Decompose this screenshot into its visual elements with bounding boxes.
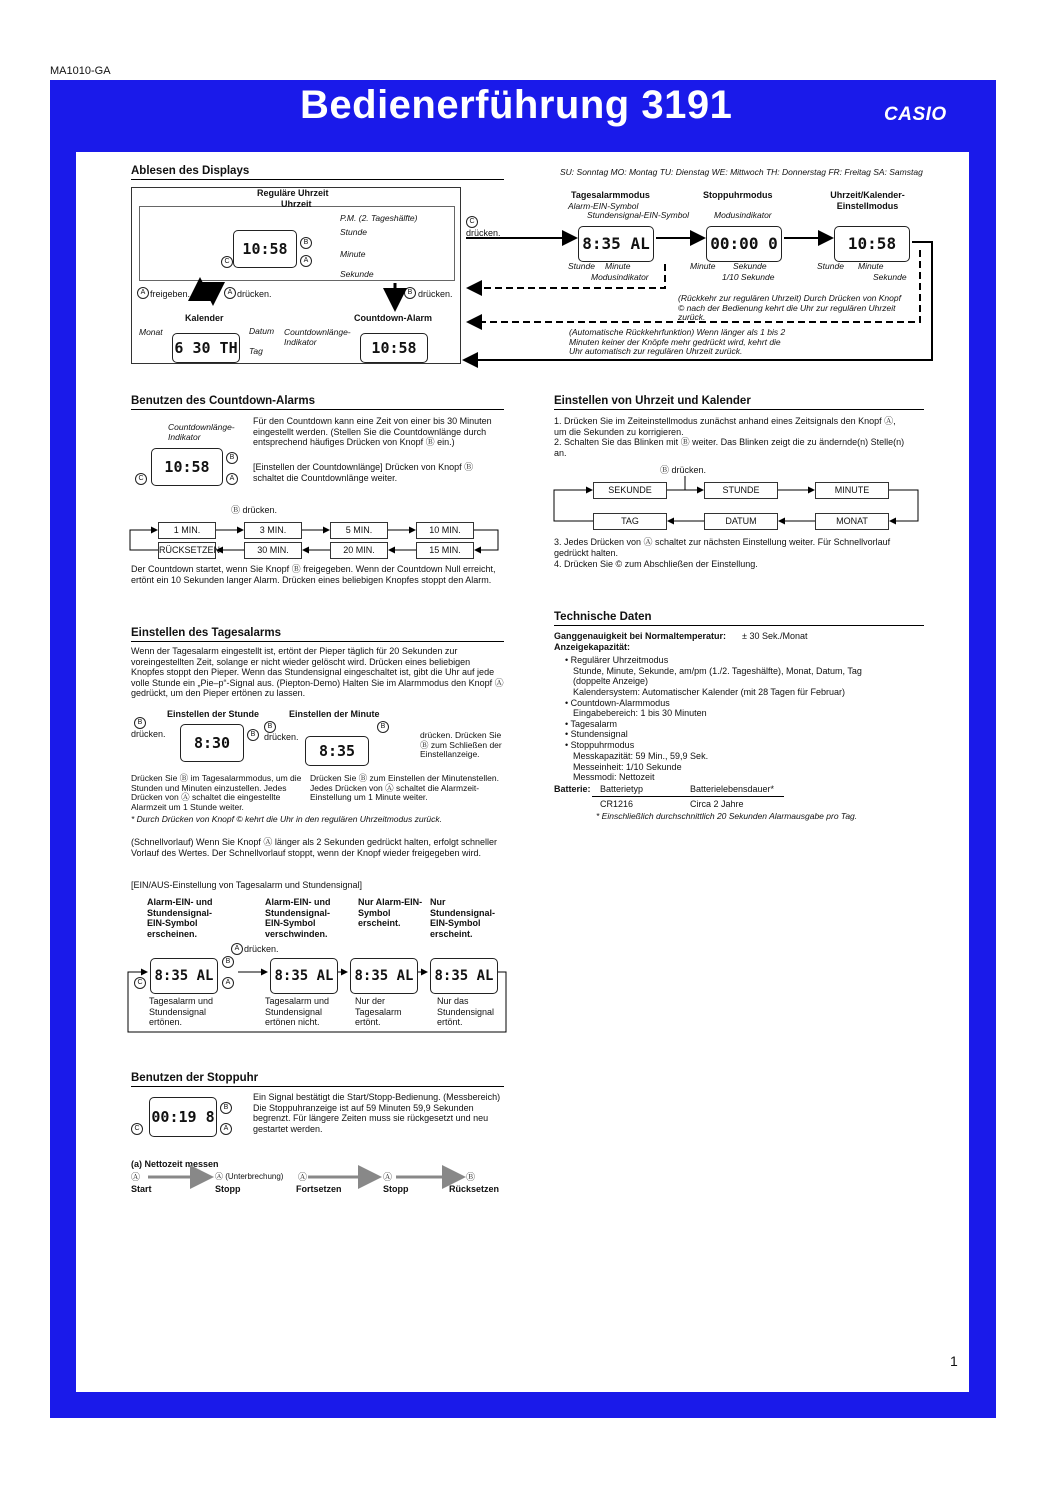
battery-cell: CR1216	[600, 799, 634, 809]
stop-key-2: Ⓐ	[298, 1172, 308, 1182]
button-a[interactable]: A	[137, 287, 149, 299]
watch-lcd-stopwatch: 00:19 8	[149, 1097, 217, 1137]
battery-life: Circa 2 Jahre	[690, 799, 744, 809]
countdown-footer: Der Countdown startet, wenn Sie Knopf Ⓑ freigegeben. Wenn der Countdown Null erreicht, ertönt ein 10 Sekunden langer Alarm. Drücken eines beliebigen Knopfes stoppt den Alarm.	[131, 564, 496, 585]
spec-line: • Regulärer Uhrzeitmodus	[565, 655, 669, 665]
section-specs-heading: Technische Daten	[554, 611, 924, 626]
alarm-minute-label: Minute	[605, 261, 631, 271]
calendar-label: Kalender	[185, 313, 224, 323]
state-a-press: drücken.	[244, 944, 279, 954]
doc-code: MA1010-GA	[50, 65, 111, 77]
stop-minute-label: Minute	[690, 261, 716, 271]
setting-second: SEKUNDE	[593, 482, 667, 499]
button-a[interactable]: A	[300, 255, 312, 267]
section-setting-heading: Einstellen von Uhrzeit und Kalender	[554, 395, 924, 410]
countdown-10min: 10 MIN.	[416, 522, 474, 539]
state-2-foot: Tagesalarm und Stundensignal ertönen nicht.	[265, 996, 330, 1027]
battery-label: Batterie:	[554, 784, 591, 794]
countdown-15min: 15 MIN.	[416, 542, 474, 559]
pm-label: P.M. (2. Tageshälfte)	[340, 213, 418, 223]
stop-step-reset: Rücksetzen	[449, 1184, 500, 1194]
button-b[interactable]: B	[377, 721, 389, 733]
alarm-body: Wenn der Tagesalarm eingestellt ist, ertönt der Pieper täglich für 20 Sekunden zur voreingestellten Zeit, solange er nicht wieder gelöscht wird. Drücken eines beliebigen Knopfes stoppt den Pieper. Wenn das Stundensignal eingeschaltet ist, gibt die Uhr auf jede volle Stunde ein „Pie–p“-Signal aus. (Piepton-Demo) Halten Sie im Alarmmodus den Knopf Ⓐ gedrückt, um den Pieper ertönen zu lassen.	[131, 646, 504, 698]
setting-minute: MINUTE	[815, 482, 889, 499]
setting-step-1: 1. Drücken Sie im Zeiteinstellmodus zunächst anhand eines Zeitsignals den Knopf Ⓐ, um die Sekunden zu korrigieren.	[554, 416, 896, 437]
stop-key-1: Ⓐ (Unterbrechung)	[215, 1172, 284, 1181]
countdown-indicator-label: Countdownlänge-Indikator	[168, 422, 235, 442]
mode-setting-label: Uhrzeit/Kalender-Einstellmodus	[830, 190, 905, 211]
spec-line: Messmodi: Nettozeit	[573, 772, 655, 782]
accuracy-label: Ganggenauigkeit bei Normaltemperatur:	[554, 631, 727, 641]
setting-step-4: 4. Drücken Sie © zum Abschließen der Einstellung.	[554, 559, 758, 569]
a-release-label: freigeben.	[150, 289, 191, 299]
watch-lcd-countdown-set: 10:58	[151, 448, 223, 486]
button-b[interactable]: B	[300, 237, 312, 249]
alarm-fast: (Schnellvorlauf) Wenn Sie Knopf Ⓐ länger als 2 Sekunden gedrückt halten, erfolgt schneller Vorlauf des Wertes. Der Schnellvorlauf stoppt, wenn der Knopf wieder freigegeben wird.	[131, 837, 498, 858]
alarm-b-press-2: drücken.	[264, 732, 299, 742]
countdown-body: Für den Countdown kann eine Zeit von einer bis 30 Minuten eingestellt werden. (Stellen Sie die Countdownlänge durch entsprechend häufiges Drücken von Knopf Ⓑ ein.)	[253, 416, 492, 447]
watch-lcd-stopwatch-mode: 00:00 0	[706, 226, 782, 262]
alarm-note: * Durch Drücken von Knopf © kehrt die Uhr in den regulären Uhrzeitmodus zurück.	[131, 814, 442, 824]
button-a[interactable]: A	[220, 1123, 232, 1135]
button-c[interactable]: C	[221, 256, 233, 268]
stop-step-resume: Fortsetzen	[296, 1184, 342, 1194]
countdown-alarm-label: Countdown-Alarm	[354, 313, 432, 323]
hour-label: Stunde	[340, 227, 367, 237]
battery-divider	[592, 796, 784, 797]
spec-line: Eingabebereich: 1 bis 30 Minuten	[573, 708, 707, 718]
state-4-head: Nur Stundensignal-EIN-Symbol erscheint.	[430, 897, 495, 939]
state-3-head: Nur Alarm-EIN-Symbol erscheint.	[358, 897, 423, 928]
countdown-5min: 5 MIN.	[330, 522, 388, 539]
date-label: Datum	[249, 326, 275, 336]
watch-lcd-state-2: 8:35 AL	[270, 958, 338, 994]
alarm-onoff-heading: [EIN/AUS-Einstellung von Tagesalarm und Stundensignal]	[131, 880, 362, 890]
spec-line: • Stoppuhrmodus	[565, 740, 635, 750]
spec-line: Messkapazität: 59 Min., 59,9 Sek.	[573, 751, 709, 761]
countdown-30min: 30 MIN.	[244, 542, 302, 559]
button-c[interactable]: C	[466, 216, 478, 228]
section-countdown-heading: Benutzen des Countdown-Alarms	[131, 395, 504, 410]
countdown-b-press: Ⓑ drücken.	[231, 505, 278, 515]
button-a[interactable]: A	[226, 473, 238, 485]
setting-day: TAG	[593, 513, 667, 530]
mode-stopwatch-label: Stoppuhrmodus	[703, 190, 773, 200]
capacity-label: Anzeigekapazität:	[554, 642, 631, 652]
stop-step-stop: Stopp	[215, 1184, 241, 1194]
mode-indicator-label: Modusindikator	[714, 210, 772, 220]
state-1-head: Alarm-EIN- und Stundensignal-EIN-Symbol erscheinen.	[147, 897, 213, 939]
battery-type-label: Batterietyp	[600, 784, 644, 794]
watch-lcd-state-1: 8:35 AL	[150, 958, 218, 994]
auto-return-note: (Automatische Rückkehrfunktion) Wenn länger als 1 bis 2 Minuten keiner der Knöpfe mehr gedrückt wird, kehrt die Uhr automatisch zur regulären Uhrzeit zurück.	[569, 327, 786, 356]
set-minute-label: Minute	[858, 261, 884, 271]
state-3-foot: Nur der Tagesalarm ertönt.	[355, 996, 402, 1027]
button-b[interactable]: B	[134, 717, 146, 729]
spec-line: • Tagesalarm	[565, 719, 618, 729]
set-minute-heading: Einstellen der Minute	[289, 709, 380, 719]
setting-step-2: 2. Schalten Sie das Blinken mit Ⓑ weiter. Das Blinken zeigt die zu ändernde(n) Stelle(n) an.	[554, 437, 905, 458]
c-press-label: drücken.	[466, 228, 501, 238]
watch-lcd-time: 10:58	[233, 230, 297, 268]
watch-lcd-alarm-hour: 8:30	[180, 724, 244, 762]
state-2-head: Alarm-EIN- und Stundensignal-EIN-Symbol verschwinden.	[265, 897, 331, 939]
watch-lcd-calendar: 6 30 TH	[172, 333, 240, 363]
countdown-3min: 3 MIN.	[244, 522, 302, 539]
alarm-b-press-1: drücken.	[131, 729, 166, 739]
spec-line: (doppelte Anzeige)	[573, 676, 649, 686]
button-a[interactable]: A	[231, 943, 243, 955]
net-time-heading: (a) Nettozeit messen	[131, 1159, 219, 1169]
alarm-hour-label: Stunde	[568, 261, 595, 271]
stop-tenth-label: 1/10 Sekunde	[722, 272, 775, 282]
alarm-on-symbol-label: Alarm-EIN-Symbol	[568, 201, 639, 211]
countdown-reset: RÜCKSETZEN	[158, 542, 216, 559]
setting-month: MONAT	[815, 513, 889, 530]
button-a[interactable]: A	[222, 977, 234, 989]
button-c[interactable]: C	[135, 473, 147, 485]
alarm-minute-explain: Drücken Sie Ⓑ zum Einstellen der Minutenstellen. Jedes Drücken von Ⓐ schaltet die Alarmzeit-Einstellung um 1 Minute weiter.	[310, 773, 499, 802]
casio-logo: CASIO	[884, 104, 947, 125]
hourly-on-symbol-label: Stundensignal-EIN-Symbol	[587, 210, 690, 220]
stop-step-stop-2: Stopp	[383, 1184, 409, 1194]
spec-line: • Countdown-Alarmmodus	[565, 698, 670, 708]
countdown-20min: 20 MIN.	[330, 542, 388, 559]
stop-key-3: Ⓐ	[383, 1172, 393, 1182]
spec-line: • Stundensignal	[565, 729, 628, 739]
setting-b-press: Ⓑ drücken.	[660, 465, 707, 475]
set-second-label: Sekunde	[873, 272, 907, 282]
accuracy-value: ± 30 Sek./Monat	[742, 631, 808, 641]
stop-key-4: Ⓑ	[466, 1172, 476, 1182]
button-c[interactable]: C	[131, 1123, 143, 1135]
spec-line: Stunde, Minute, Sekunde, am/pm (1./2. Tageshälfte), Monat, Datum, Tag	[573, 666, 862, 676]
button-c[interactable]: C	[134, 977, 146, 989]
second-label: Sekunde	[340, 269, 374, 279]
set-hour-label: Stunde	[817, 261, 844, 271]
watch-lcd-countdown: 10:58	[360, 333, 428, 363]
alarm-mode-indicator-label: Modusindikator	[591, 272, 649, 282]
day-label: Tag	[249, 346, 263, 356]
page-title: Bedienerführung 3191	[300, 83, 733, 127]
b-press-label: drücken.	[418, 289, 453, 299]
button-b[interactable]: B	[404, 287, 416, 299]
button-b[interactable]: B	[222, 956, 234, 968]
button-b[interactable]: B	[220, 1102, 232, 1114]
spec-line: Kalendersystem: Automatischer Kalender (mit 28 Tagen für Februar)	[573, 687, 845, 697]
page-number: 1	[950, 1353, 958, 1369]
battery-footnote: * Einschließlich durchschnittlich 20 Sekunden Alarmausgabe pro Tag.	[596, 811, 858, 821]
state-4-foot: Nur das Stundensignal ertönt.	[437, 996, 495, 1027]
countdown-length-label: Countdownlänge-Indikator	[284, 327, 351, 347]
minute-label: Minute	[340, 249, 366, 259]
month-label: Monat	[139, 327, 163, 337]
watch-lcd-alarm-minute: 8:35	[305, 736, 369, 766]
stopwatch-body: Ein Signal bestätigt die Start/Stopp-Bedienung. (Messbereich) Die Stoppuhranzeige ist auf 59 Minuten 59,9 Sekunden begrenzt. Für längere Zeiten muss sie rückgesetzt und neu gestartet werden.	[253, 1092, 501, 1134]
section-displays-heading: Ablesen des Displays	[131, 165, 504, 180]
stop-key-0: Ⓐ	[131, 1172, 141, 1182]
setting-step-3: 3. Jedes Drücken von Ⓐ schaltet zur nächsten Einstellung weiter. Für Schnellvorlauf gedrückt halten.	[554, 537, 891, 558]
watch-lcd-setting-mode: 10:58	[834, 226, 910, 262]
set-hour-heading: Einstellen der Stunde	[167, 709, 260, 719]
button-b[interactable]: B	[264, 721, 276, 733]
time-label: Uhrzeit	[281, 199, 312, 209]
manual-return-note: (Rückkehr zur regulären Uhrzeit) Durch Drücken von Knopf © nach der Bedienung kehrt die Uhr zur regulären Uhrzeit zurück.	[678, 293, 901, 322]
stop-step-start: Start	[131, 1184, 152, 1194]
state-1-foot: Tagesalarm und Stundensignal ertönen.	[149, 996, 214, 1027]
setting-hour: STUNDE	[704, 482, 778, 499]
watch-lcd-state-4: 8:35 AL	[430, 958, 498, 994]
alarm-b-end: drücken. Drücken Sie Ⓑ zum Schließen der Einstellanzeige.	[420, 730, 502, 759]
mode-alarm-label: Tagesalarmmodus	[571, 190, 650, 200]
countdown-length-setting: [Einstellen der Countdownlänge] Drücken von Knopf Ⓑ schaltet die Countdownlänge weiter.	[253, 462, 474, 483]
regular-time-label: Reguläre Uhrzeit	[257, 188, 329, 198]
button-b[interactable]: B	[226, 452, 238, 464]
spec-line: Messeinheit: 1/10 Sekunde	[573, 762, 682, 772]
watch-lcd-state-3: 8:35 AL	[350, 958, 418, 994]
countdown-1min: 1 MIN.	[158, 522, 216, 539]
stop-second-label: Sekunde	[733, 261, 767, 271]
button-b[interactable]: B	[247, 729, 259, 741]
watch-lcd-alarm-mode: 8:35 AL	[578, 226, 654, 262]
weekday-legend: SU: Sonntag MO: Montag TU: Dienstag WE: Mittwoch TH: Donnerstag FR: Freitag SA: Samstag	[560, 167, 923, 177]
setting-date: DATUM	[704, 513, 778, 530]
button-a[interactable]: A	[224, 287, 236, 299]
a-press-label: drücken.	[237, 289, 272, 299]
battery-life-label: Batterielebensdauer*	[690, 784, 775, 794]
section-stopwatch-heading: Benutzen der Stoppuhr	[131, 1072, 504, 1087]
section-alarm-heading: Einstellen des Tagesalarms	[131, 627, 504, 642]
alarm-hour-explain: Drücken Sie Ⓑ im Tagesalarmmodus, um die Stunden und Minuten einzustellen. Jedes Drücken von Ⓐ schaltet die eingestellte Alarmzeit um 1 Stunde weiter.	[131, 773, 302, 812]
